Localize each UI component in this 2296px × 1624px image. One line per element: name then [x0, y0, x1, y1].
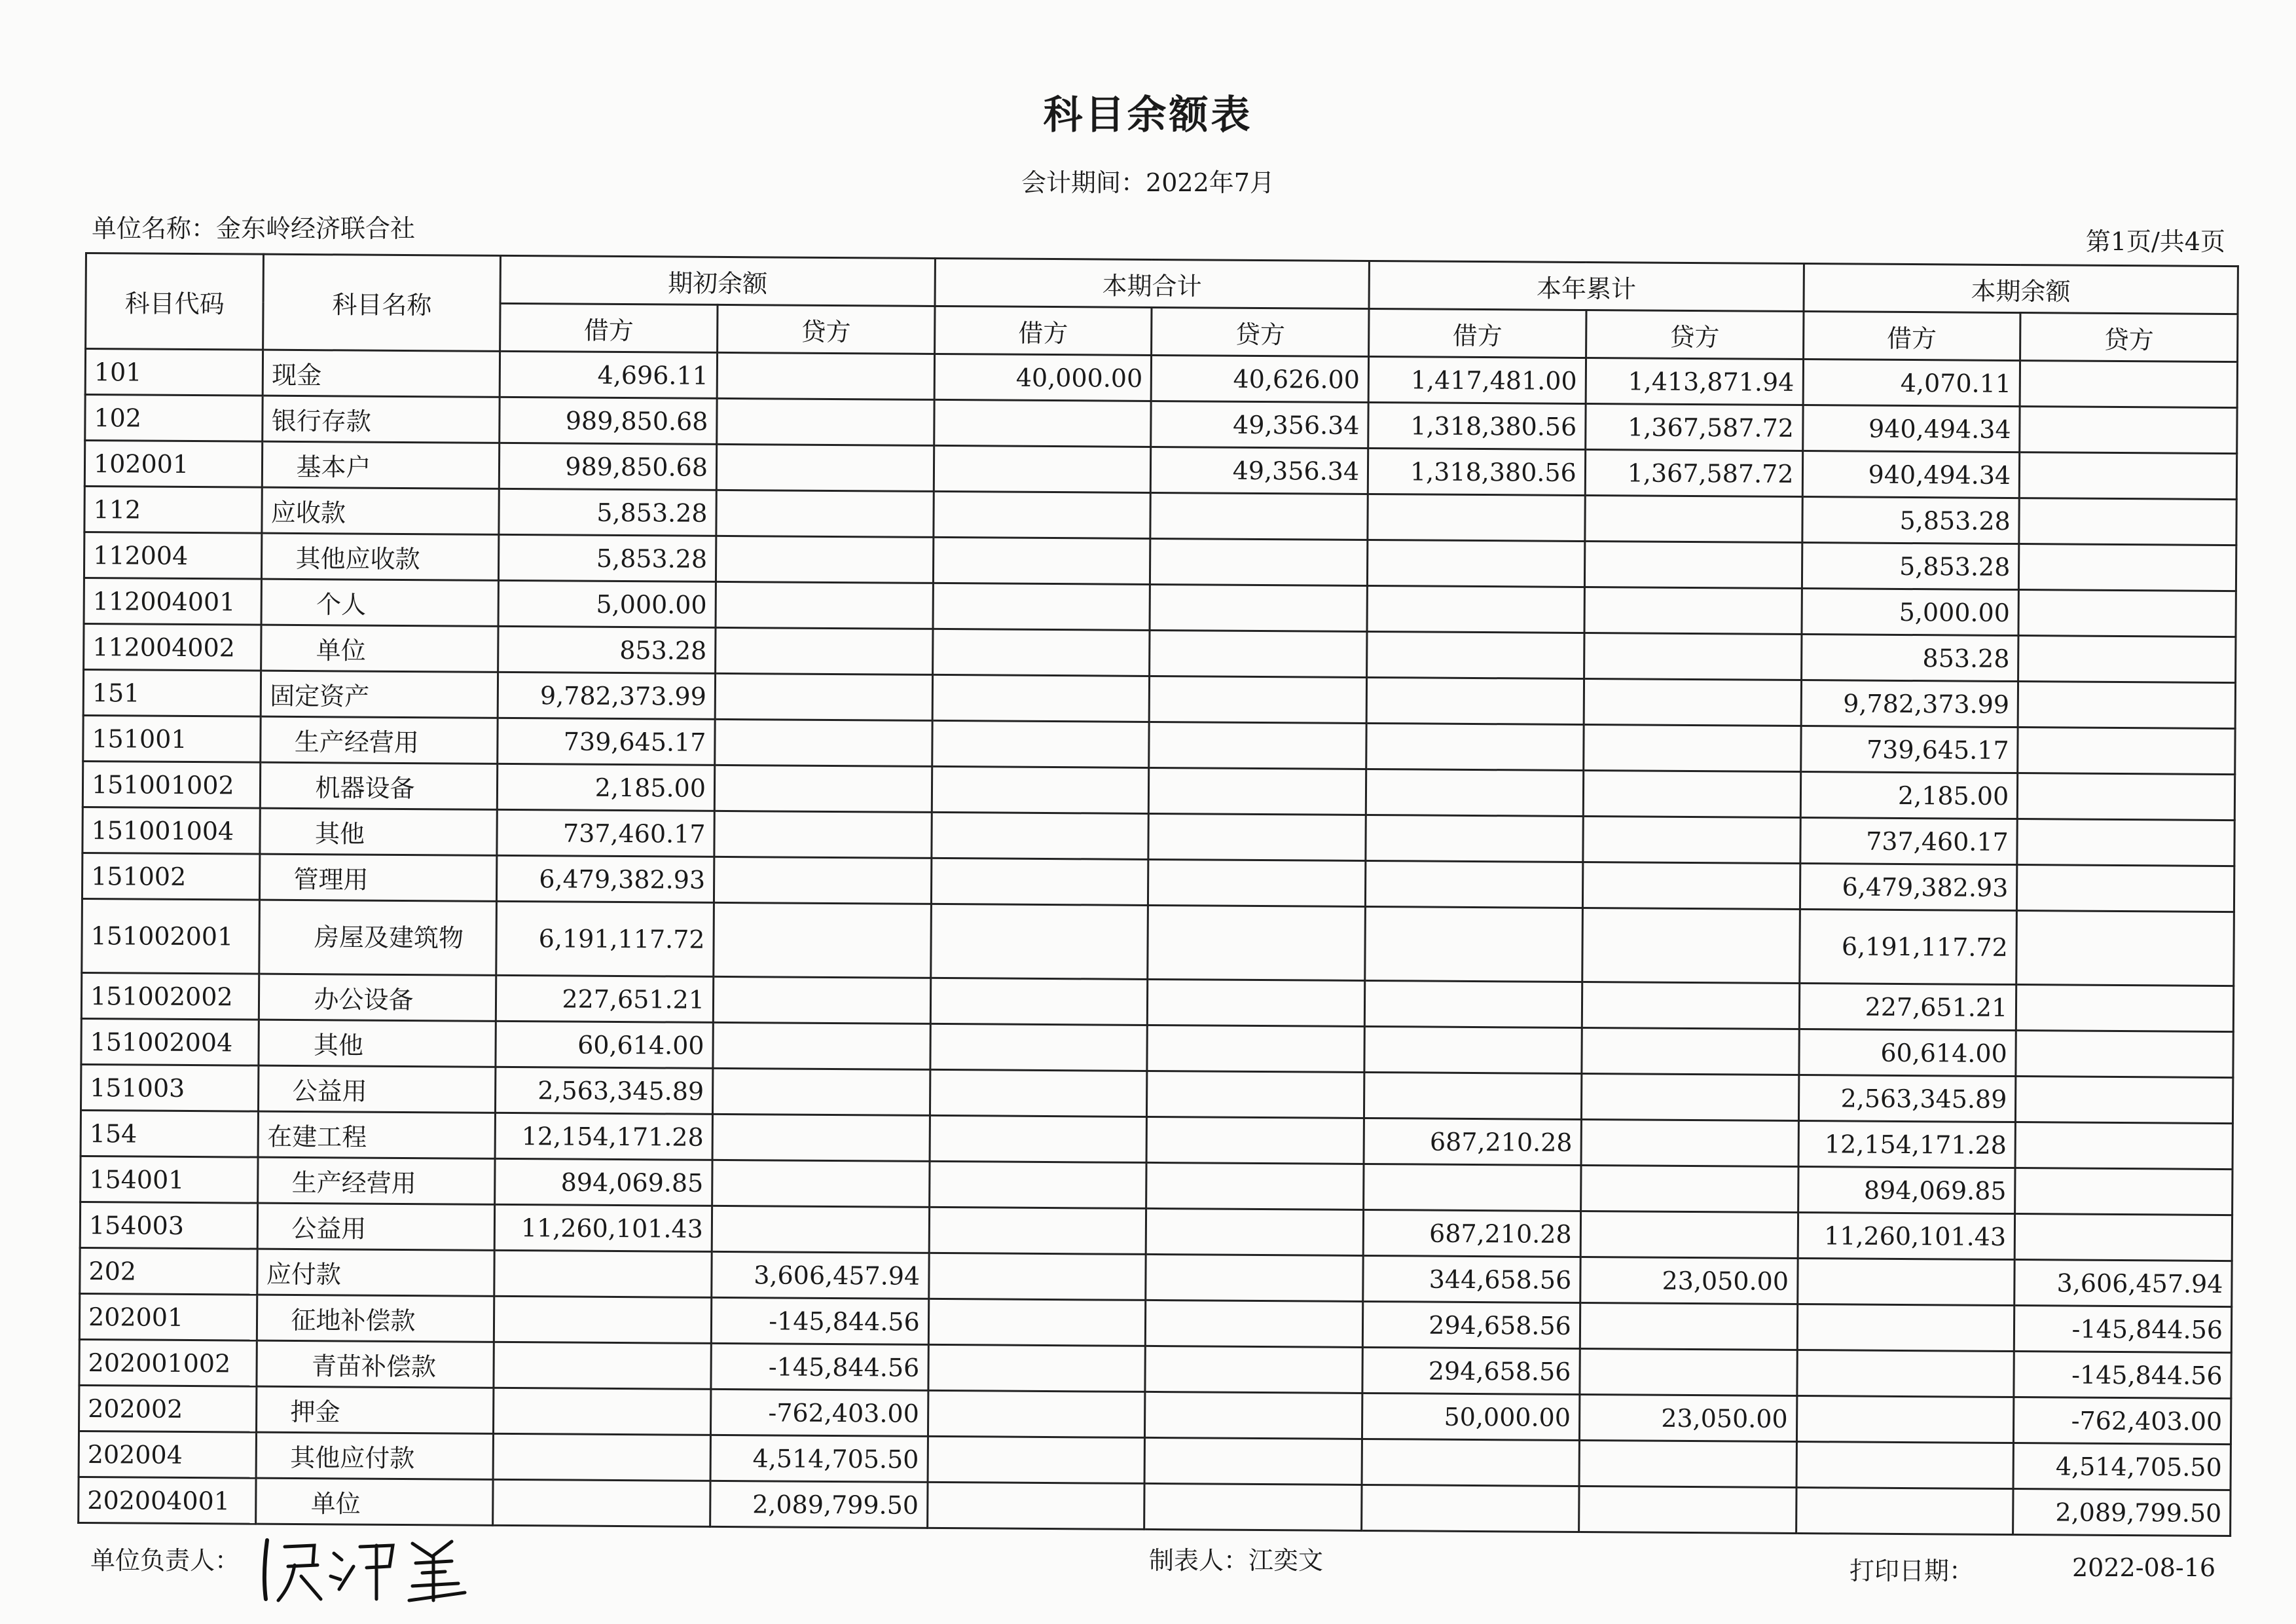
opening-debit-cell: 2,185.00: [498, 764, 715, 811]
header-closing-balance: 本期余额: [1804, 264, 2238, 314]
year-debit-cell: [1366, 723, 1584, 770]
header-opening-balance: 期初余额: [500, 255, 935, 306]
closing-credit-cell: [2018, 636, 2236, 683]
period-debit-cell: [932, 812, 1149, 859]
account-code: 154001: [81, 1156, 259, 1203]
opening-credit-cell: [717, 352, 934, 399]
account-code: 202004: [79, 1431, 257, 1478]
year-credit-cell: [1583, 816, 1800, 863]
period-credit-cell: [1144, 1437, 1362, 1485]
account-name: 公益用: [259, 1065, 496, 1113]
period-debit-cell: [933, 537, 1150, 584]
opening-debit-cell: [494, 1388, 711, 1435]
opening-credit-cell: [712, 1068, 930, 1115]
opening-credit-cell: [713, 1022, 930, 1069]
period-credit-cell: [1145, 1392, 1362, 1439]
opening-credit-cell: 4,514,705.50: [710, 1435, 928, 1482]
opening-credit-cell: -145,844.56: [711, 1343, 928, 1390]
account-code: 202004001: [79, 1477, 257, 1524]
period-credit-cell: 49,356.34: [1151, 447, 1368, 494]
opening-debit-cell: 2,563,345.89: [496, 1067, 713, 1114]
opening-debit-cell: 894,069.85: [495, 1158, 712, 1206]
period-credit-cell: [1148, 979, 1365, 1026]
period-credit-cell: [1148, 859, 1366, 906]
closing-debit-cell: 4,070.11: [1803, 360, 2020, 407]
year-debit-cell: 687,210.28: [1363, 1209, 1580, 1257]
year-debit-cell: 687,210.28: [1364, 1118, 1581, 1165]
account-code: 151002004: [81, 1018, 259, 1065]
account-name: 个人: [261, 579, 498, 626]
year-credit-cell: 23,050.00: [1579, 1394, 1796, 1441]
closing-credit-cell: [2020, 361, 2237, 408]
account-code: 102001: [84, 441, 263, 488]
period-credit-cell: [1149, 722, 1366, 769]
account-name: 固定资产: [261, 671, 498, 718]
closing-debit-cell: [1796, 1442, 2014, 1489]
year-debit-cell: [1365, 906, 1582, 982]
unit-name: 单位名称：金东岭经济联合社: [92, 214, 416, 243]
year-credit-cell: [1584, 587, 1802, 634]
account-code: 202001: [79, 1293, 257, 1340]
account-code: 151002002: [81, 972, 259, 1020]
opening-credit-cell: [713, 976, 930, 1024]
header-code: 科目代码: [86, 253, 264, 350]
closing-debit-cell: 739,645.17: [1800, 726, 2018, 773]
closing-credit-cell: [2016, 1077, 2233, 1124]
opening-credit-cell: [714, 765, 932, 812]
period-debit-cell: [934, 399, 1151, 447]
opening-debit-cell: 60,614.00: [496, 1021, 713, 1068]
closing-debit-cell: 6,191,117.72: [1799, 910, 2016, 985]
period-debit-cell: [931, 858, 1148, 905]
closing-debit-cell: 940,494.34: [1802, 451, 2020, 498]
opening-credit-cell: [716, 536, 933, 583]
year-credit-cell: [1579, 1440, 1796, 1487]
opening-credit-cell: -145,844.56: [711, 1297, 928, 1344]
closing-debit-cell: 9,782,373.99: [1801, 680, 2018, 728]
closing-debit-cell: 5,853.28: [1802, 497, 2019, 544]
header-credit: 贷方: [718, 304, 935, 354]
account-name: 其他: [260, 808, 497, 855]
period-debit-cell: [928, 1390, 1145, 1437]
period-debit-cell: [930, 1115, 1147, 1162]
closing-credit-cell: [2020, 407, 2237, 454]
closing-credit-cell: [2019, 452, 2236, 500]
opening-credit-cell: [716, 490, 934, 537]
header-period-total: 本期合计: [935, 258, 1370, 308]
opening-credit-cell: [717, 398, 934, 445]
closing-debit-cell: 12,154,171.28: [1798, 1121, 2016, 1168]
header-debit: 借方: [934, 306, 1152, 355]
year-credit-cell: 1,367,587.72: [1585, 404, 1802, 451]
account-code: 151002: [82, 853, 260, 900]
period-credit-cell: [1146, 1116, 1364, 1164]
period-debit-cell: [928, 1253, 1146, 1300]
account-name: 其他应付款: [256, 1432, 493, 1479]
account-code: 112: [84, 487, 263, 534]
closing-credit-cell: [2017, 865, 2234, 912]
closing-credit-cell: [2018, 590, 2236, 637]
closing-credit-cell: [2014, 1214, 2232, 1261]
header-debit: 借方: [1803, 312, 2020, 361]
account-name: 在建工程: [258, 1111, 495, 1158]
closing-credit-cell: [2016, 1031, 2233, 1078]
period-credit-cell: [1146, 1208, 1364, 1255]
period-debit-cell: [934, 445, 1151, 492]
year-debit-cell: [1364, 1072, 1582, 1119]
period-debit-cell: [933, 583, 1150, 630]
opening-debit-cell: 6,479,382.93: [497, 855, 714, 902]
account-code: 102: [85, 395, 263, 442]
year-credit-cell: [1584, 542, 1802, 589]
account-code: 202: [80, 1247, 258, 1295]
closing-debit-cell: 853.28: [1801, 635, 2018, 682]
opening-debit-cell: 989,850.68: [500, 397, 717, 444]
opening-debit-cell: 737,460.17: [497, 809, 714, 857]
opening-debit-cell: [494, 1250, 712, 1297]
header-credit: 贷方: [1152, 307, 1369, 356]
account-name: 现金: [263, 350, 500, 397]
header-debit: 借方: [1369, 308, 1586, 358]
opening-credit-cell: [716, 444, 934, 491]
page-info: 第1页/共4页: [2085, 227, 2225, 256]
account-name: 单位: [261, 625, 498, 672]
account-code: 112004002: [84, 623, 262, 671]
period-credit-cell: [1144, 1483, 1362, 1530]
year-credit-cell: [1578, 1486, 1796, 1533]
opening-credit-cell: [716, 581, 933, 629]
opening-debit-cell: 12,154,171.28: [495, 1113, 712, 1160]
period-credit-cell: [1148, 905, 1365, 980]
year-debit-cell: [1366, 860, 1583, 908]
period-credit-cell: [1148, 813, 1366, 860]
closing-debit-cell: 5,000.00: [1802, 589, 2019, 636]
period-debit-cell: [932, 766, 1149, 813]
closing-credit-cell: [2015, 1168, 2232, 1215]
account-code: 112004: [84, 532, 262, 580]
year-debit-cell: [1364, 1164, 1581, 1211]
year-credit-cell: 1,413,871.94: [1586, 358, 1803, 405]
opening-credit-cell: [714, 857, 931, 904]
closing-credit-cell: [2018, 682, 2235, 729]
account-name: 其他应收款: [262, 533, 499, 580]
account-code: 202001002: [79, 1339, 257, 1386]
period-debit-cell: [929, 1161, 1146, 1208]
period-debit-cell: [927, 1482, 1144, 1529]
period-debit-cell: [932, 674, 1150, 722]
closing-debit-cell: [1797, 1259, 2014, 1306]
account-code: 151001002: [82, 761, 261, 808]
opening-credit-cell: [712, 1206, 929, 1253]
account-name: 机器设备: [261, 762, 498, 809]
period-debit-cell: [932, 629, 1150, 676]
period-credit-cell: [1146, 1254, 1363, 1301]
year-credit-cell: [1584, 724, 1801, 771]
closing-debit-cell: 2,563,345.89: [1798, 1075, 2016, 1122]
period-debit-cell: [930, 978, 1148, 1025]
opening-debit-cell: 5,853.28: [499, 534, 716, 581]
period-debit-cell: [934, 491, 1151, 538]
closing-credit-cell: [2019, 544, 2236, 591]
year-credit-cell: 23,050.00: [1580, 1257, 1798, 1304]
period-debit-cell: [928, 1436, 1145, 1483]
opening-debit-cell: [494, 1296, 712, 1343]
year-credit-cell: [1581, 1073, 1798, 1120]
account-name: 押金: [257, 1386, 494, 1433]
period-debit-cell: [930, 1024, 1148, 1071]
closing-debit-cell: 737,460.17: [1800, 818, 2017, 865]
closing-credit-cell: [2019, 498, 2236, 545]
account-name: 征地补偿款: [257, 1295, 494, 1342]
year-debit-cell: 294,658.56: [1362, 1301, 1580, 1348]
opening-credit-cell: -762,403.00: [710, 1389, 928, 1436]
opening-debit-cell: 9,782,373.99: [498, 672, 715, 719]
year-debit-cell: [1366, 815, 1583, 862]
account-name: 青苗补偿款: [257, 1340, 494, 1388]
header-name: 科目名称: [263, 254, 501, 351]
opening-debit-cell: 853.28: [498, 626, 716, 673]
period-credit-cell: [1150, 630, 1367, 677]
year-credit-cell: [1580, 1165, 1798, 1212]
opening-debit-cell: [493, 1433, 710, 1481]
year-debit-cell: [1362, 1439, 1579, 1486]
closing-credit-cell: [2016, 911, 2234, 986]
year-debit-cell: 344,658.56: [1363, 1255, 1580, 1302]
closing-credit-cell: [2015, 1122, 2232, 1170]
year-debit-cell: [1364, 980, 1582, 1027]
opening-credit-cell: [712, 1114, 930, 1161]
closing-debit-cell: 2,185.00: [1800, 772, 2018, 819]
opening-debit-cell: 227,651.21: [496, 975, 714, 1022]
opening-debit-cell: 6,191,117.72: [496, 901, 714, 976]
account-code: 154: [81, 1110, 259, 1157]
closing-debit-cell: 940,494.34: [1802, 405, 2020, 452]
signature: [255, 1527, 478, 1606]
period-debit-cell: [929, 1207, 1146, 1254]
year-credit-cell: [1580, 1302, 1797, 1350]
year-credit-cell: [1583, 770, 1800, 817]
opening-debit-cell: 739,645.17: [498, 718, 715, 765]
year-credit-cell: [1585, 496, 1802, 543]
account-code: 101: [85, 349, 263, 396]
period-credit-cell: 40,626.00: [1152, 355, 1369, 402]
period-credit-cell: [1150, 492, 1368, 540]
header-credit: 贷方: [2020, 313, 2238, 362]
year-debit-cell: 1,318,380.56: [1368, 448, 1585, 495]
header-credit: 贷方: [1586, 310, 1803, 360]
period-debit-cell: [932, 720, 1149, 767]
table-body: [79, 349, 2238, 1536]
period-debit-cell: [930, 1069, 1147, 1116]
closing-credit-cell: [2016, 985, 2234, 1032]
opening-credit-cell: [715, 673, 932, 720]
year-debit-cell: [1368, 494, 1585, 541]
period-credit-cell: [1145, 1346, 1362, 1393]
account-code: 154003: [80, 1202, 258, 1249]
opening-debit-cell: 11,260,101.43: [494, 1204, 712, 1251]
period-debit-cell: 40,000.00: [934, 354, 1152, 401]
period-credit-cell: [1150, 676, 1367, 723]
closing-debit-cell: 60,614.00: [1798, 1029, 2016, 1077]
closing-credit-cell: 3,606,457.94: [2014, 1260, 2232, 1307]
year-debit-cell: 294,658.56: [1362, 1347, 1580, 1394]
opening-credit-cell: [714, 902, 931, 978]
opening-credit-cell: [715, 719, 932, 766]
year-credit-cell: [1580, 1348, 1797, 1395]
opening-debit-cell: 5,000.00: [498, 580, 716, 627]
opening-debit-cell: [493, 1479, 710, 1526]
year-debit-cell: [1367, 585, 1584, 633]
balance-table: [77, 252, 2239, 1537]
opening-credit-cell: [712, 1160, 930, 1207]
opening-credit-cell: [716, 627, 933, 674]
preparer: 制表人：江奕文: [1149, 1546, 1324, 1575]
account-code: 151003: [81, 1064, 259, 1111]
year-credit-cell: 1,367,587.72: [1585, 450, 1802, 497]
header-year-cumulative: 本年累计: [1369, 261, 1804, 311]
account-code: 151: [83, 669, 261, 716]
closing-debit-cell: 227,651.21: [1799, 984, 2016, 1031]
closing-debit-cell: [1797, 1304, 2014, 1352]
account-name: 应付款: [257, 1249, 494, 1296]
account-name: 生产经营用: [258, 1157, 495, 1204]
period-credit-cell: [1147, 1025, 1364, 1072]
year-credit-cell: [1582, 862, 1800, 909]
year-debit-cell: 50,000.00: [1362, 1393, 1580, 1440]
period-debit-cell: [928, 1344, 1146, 1392]
responsible-label: 单位负责人：: [90, 1546, 240, 1575]
period-credit-cell: 49,356.34: [1151, 401, 1368, 448]
account-code: 151001: [83, 715, 261, 762]
account-name: 其他: [259, 1020, 496, 1067]
account-name: 银行存款: [263, 396, 500, 443]
period-credit-cell: [1150, 584, 1367, 631]
year-debit-cell: [1367, 631, 1584, 678]
year-credit-cell: [1580, 1211, 1798, 1258]
account-code: 112004001: [84, 578, 262, 625]
year-credit-cell: [1584, 633, 1801, 680]
account-code: 202002: [79, 1385, 257, 1432]
closing-credit-cell: 4,514,705.50: [2013, 1443, 2231, 1490]
print-date: 2022-08-16: [2072, 1553, 2216, 1582]
year-credit-cell: [1581, 1119, 1798, 1166]
closing-debit-cell: [1796, 1488, 2013, 1535]
year-debit-cell: 1,417,481.00: [1368, 356, 1586, 403]
account-name: 公益用: [258, 1203, 495, 1250]
account-code: 151001004: [82, 807, 261, 854]
print-date-label: 打印日期：: [1850, 1557, 1975, 1585]
closing-credit-cell: [2017, 773, 2234, 821]
closing-debit-cell: [1796, 1396, 2014, 1443]
year-debit-cell: [1366, 769, 1583, 816]
account-name: 基本户: [263, 441, 500, 489]
closing-debit-cell: [1796, 1350, 2014, 1397]
opening-debit-cell: [494, 1342, 711, 1389]
account-name: 应收款: [262, 487, 499, 534]
report-title: 科目余额表: [1043, 92, 1253, 138]
closing-credit-cell: [2017, 819, 2234, 866]
closing-credit-cell: 2,089,799.50: [2013, 1489, 2231, 1536]
opening-debit-cell: 4,696.11: [500, 351, 717, 398]
closing-debit-cell: 11,260,101.43: [1798, 1213, 2015, 1260]
year-debit-cell: [1368, 540, 1585, 587]
opening-debit-cell: 5,853.28: [499, 489, 716, 536]
period-debit-cell: [930, 904, 1148, 979]
opening-credit-cell: 3,606,457.94: [712, 1251, 929, 1299]
year-debit-cell: 1,318,380.56: [1368, 402, 1586, 449]
table-row: [82, 898, 2234, 986]
account-code: 151002001: [82, 898, 260, 974]
year-credit-cell: [1584, 678, 1801, 726]
period-credit-cell: [1146, 1162, 1364, 1209]
account-name: 管理用: [260, 854, 497, 901]
closing-credit-cell: [2018, 728, 2235, 775]
closing-debit-cell: 6,479,382.93: [1800, 864, 2017, 911]
year-credit-cell: [1582, 1027, 1799, 1075]
account-name: 生产经营用: [261, 716, 498, 764]
account-name: 房屋及建筑物: [259, 900, 497, 975]
opening-debit-cell: 989,850.68: [500, 443, 717, 490]
account-name: 单位: [256, 1478, 493, 1525]
accounting-period: 会计期间：2022年7月: [1021, 168, 1275, 197]
year-credit-cell: [1582, 908, 1800, 983]
closing-credit-cell: -762,403.00: [2014, 1397, 2231, 1445]
closing-credit-cell: -145,844.56: [2014, 1352, 2231, 1399]
closing-debit-cell: 894,069.85: [1798, 1167, 2015, 1214]
period-credit-cell: [1147, 1071, 1364, 1118]
year-debit-cell: [1364, 1026, 1582, 1073]
year-debit-cell: [1362, 1485, 1579, 1532]
period-credit-cell: [1150, 538, 1368, 585]
opening-credit-cell: [714, 811, 932, 858]
closing-credit-cell: -145,844.56: [2014, 1306, 2232, 1353]
account-name: 办公设备: [259, 974, 496, 1021]
year-debit-cell: [1366, 677, 1584, 724]
period-credit-cell: [1146, 1300, 1363, 1347]
period-debit-cell: [928, 1299, 1146, 1346]
year-credit-cell: [1582, 982, 1799, 1029]
closing-debit-cell: 5,853.28: [1802, 543, 2019, 590]
opening-credit-cell: 2,089,799.50: [710, 1481, 928, 1528]
period-credit-cell: [1149, 767, 1366, 815]
header-debit: 借方: [500, 303, 718, 352]
